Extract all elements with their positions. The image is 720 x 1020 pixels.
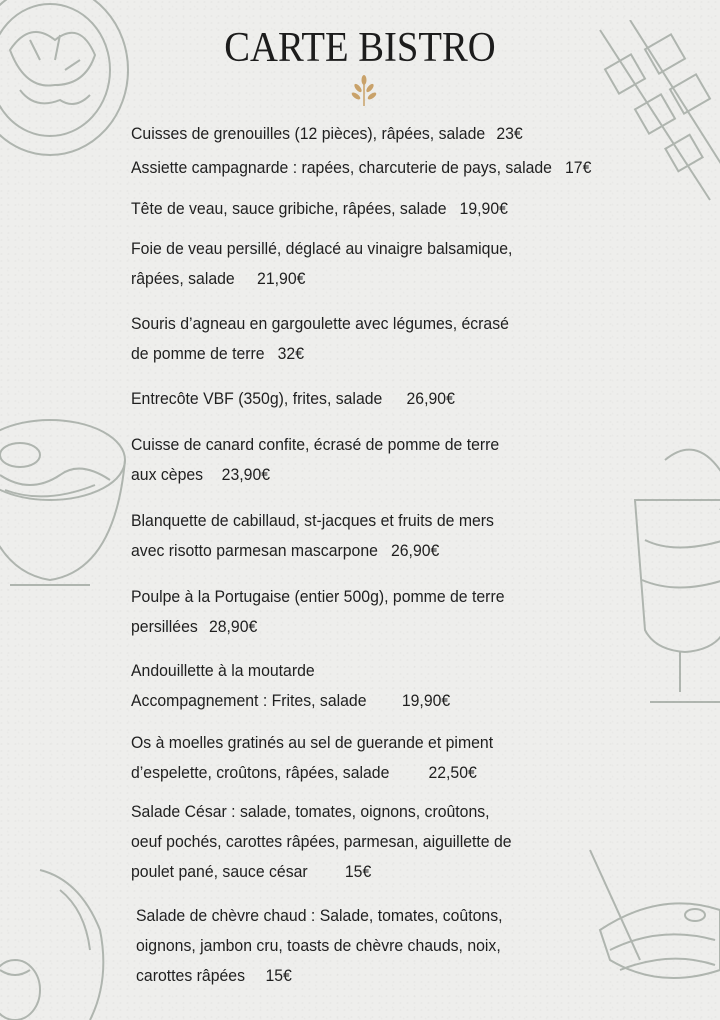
item-price: 32€ <box>277 344 304 363</box>
item-price: 15€ <box>344 862 372 881</box>
item-text: Entrecôte VBF (350g), frites, salade <box>131 389 383 408</box>
item-text: râpées, salade <box>131 269 235 288</box>
item-price: 19,90€ <box>401 691 451 710</box>
item-price: 28,90€ <box>208 617 258 636</box>
menu-item-cuisse-canard <box>131 430 499 490</box>
dish-sketch-bottom-left-icon <box>0 850 130 1020</box>
wheat-ornament-icon <box>344 72 384 106</box>
sandwich-sketch-bottom-right-icon <box>580 840 720 1010</box>
menu-item-assiette-campagnarde <box>131 153 591 183</box>
menu-item-tete-de-veau <box>131 194 508 224</box>
item-text: carottes râpées <box>136 966 245 985</box>
item-price: 19,90€ <box>459 199 508 218</box>
item-price: 22,50€ <box>428 763 477 782</box>
item-text: Foie de veau persillé, déglacé au vinaigre balsamique, <box>131 239 513 258</box>
item-text: Souris d’agneau en gargoulette avec légumes, écrasé <box>131 314 509 333</box>
item-text: avec risotto parmesan mascarpone <box>131 541 378 560</box>
item-price: 17€ <box>564 158 592 177</box>
item-price: 23,90€ <box>221 465 271 484</box>
item-text: oignons, jambon cru, toasts de chèvre chauds, noix, <box>136 936 501 955</box>
menu-item-salade-chevre-chaud <box>136 901 503 991</box>
item-price: 26,90€ <box>406 389 455 408</box>
dessert-glass-sketch-icon <box>620 440 720 720</box>
item-price: 21,90€ <box>257 269 306 288</box>
menu-item-grenouilles <box>131 119 523 149</box>
item-text: oeuf pochés, carottes râpées, parmesan, aiguillette de <box>131 832 512 851</box>
item-text: Cuisse de canard confite, écrasé de pomme de terre <box>131 435 500 454</box>
item-text: Cuisses de grenouilles (12 pièces), râpées, salade <box>131 124 486 143</box>
item-text: Andouillette à la moutarde <box>131 661 315 680</box>
item-price: 26,90€ <box>390 541 440 560</box>
item-price: 15€ <box>265 966 292 985</box>
item-text: Tête de veau, sauce gribiche, râpées, salade <box>131 199 447 218</box>
item-text: persillées <box>131 617 198 636</box>
item-text: poulet pané, sauce césar <box>131 862 308 881</box>
item-text: aux cèpes <box>131 465 204 484</box>
menu-item-foie-de-veau <box>131 234 512 294</box>
item-text: Salade de chèvre chaud : Salade, tomates, coûtons, <box>136 906 503 925</box>
item-text: Os à moelles gratinés au sel de guerande et piment <box>131 733 494 752</box>
item-price: 23€ <box>496 124 523 143</box>
menu-item-andouillette <box>131 656 450 716</box>
item-text: Accompagnement : Frites, salade <box>131 691 367 710</box>
menu-item-poulpe <box>131 582 505 642</box>
item-text: Assiette campagnarde : rapées, charcuterie de pays, salade <box>131 158 552 177</box>
item-text: de pomme de terre <box>131 344 265 363</box>
menu-item-os-a-moelle <box>131 728 493 788</box>
item-text: Blanquette de cabillaud, st-jacques et fruits de mers <box>131 511 494 530</box>
menu-item-blanquette-cabillaud <box>131 506 494 566</box>
menu-item-entrecote <box>131 384 455 414</box>
menu-item-salade-cesar <box>131 797 512 887</box>
noodle-bowl-sketch-icon <box>0 400 140 600</box>
item-text: Poulpe à la Portugaise (entier 500g), pomme de terre <box>131 587 505 606</box>
menu-title: CARTE BISTRO <box>224 25 496 71</box>
item-text: Salade César : salade, tomates, oignons, croûtons, <box>131 802 490 821</box>
item-text: d’espelette, croûtons, râpées, salade <box>131 763 390 782</box>
menu-item-souris-agneau <box>131 309 509 369</box>
